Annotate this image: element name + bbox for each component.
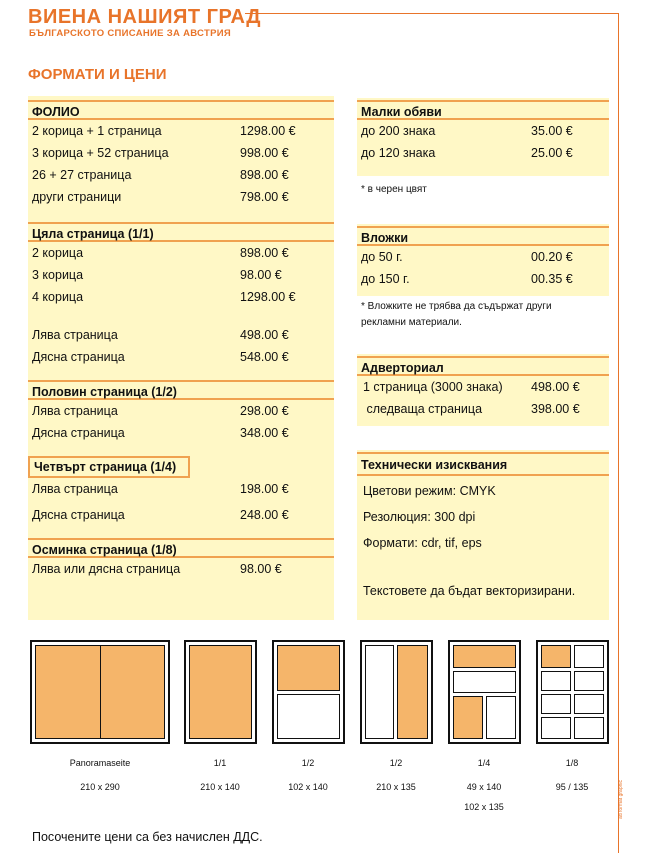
empty-area	[574, 671, 604, 691]
vat-footnote: Посочените цени са без начислен ДДС.	[32, 830, 263, 844]
format-size: 210 x 135	[376, 782, 416, 792]
row-price: 1298.00 €	[240, 290, 296, 304]
row-price: 98.00 €	[240, 562, 282, 576]
row-label: следваща страница	[363, 402, 483, 416]
row-price: 798.00 €	[240, 190, 289, 204]
magazine-title: ВИЕНА НАШИЯТ ГРАД	[28, 6, 261, 28]
row-price: 198.00 €	[240, 482, 289, 496]
ad-area	[397, 645, 428, 739]
empty-area	[277, 694, 340, 739]
advertorial-header: Адверториал	[357, 356, 609, 376]
format-size-alt: 102 x 135	[464, 802, 504, 812]
tech-line: Формати: cdr, tif, eps	[363, 536, 482, 550]
format-size: 210 x 140	[200, 782, 240, 792]
empty-area	[486, 696, 516, 739]
row-label: Дясна страница	[32, 508, 125, 522]
row-label: 4 корица	[32, 290, 84, 304]
row-price: 298.00 €	[240, 404, 289, 418]
format-name: 1/4	[477, 758, 491, 768]
empty-area	[541, 717, 571, 739]
row-price: 398.00 €	[531, 402, 580, 416]
row-label: 2 корица + 1 страница	[32, 124, 162, 138]
empty-area	[541, 694, 571, 714]
ad-area	[453, 696, 483, 739]
inserts-note-1: * Вложките не трябва да съдържат други	[361, 301, 552, 312]
row-label: Лява или дясна страница	[32, 562, 181, 576]
row-price: 548.00 €	[240, 350, 289, 364]
row-price: 00.20 €	[531, 250, 573, 264]
row-label: до 150 г.	[361, 272, 410, 286]
section-title: ФОРМАТИ И ЦЕНИ	[28, 66, 167, 83]
tech-line: Резолюция: 300 dpi	[363, 510, 476, 524]
row-price: 998.00 €	[240, 146, 289, 160]
eighth-page-header: Осминка страница (1/8)	[28, 538, 334, 558]
row-label: Лява страница	[32, 404, 118, 418]
row-price: 1298.00 €	[240, 124, 296, 138]
format-name: 1/2	[389, 758, 403, 768]
inserts-header: Вложки	[357, 226, 609, 246]
side-credit: ad format graphic	[618, 780, 624, 819]
row-label: 1 страница (3000 знака)	[363, 380, 503, 394]
row-label: до 200 знака	[361, 124, 436, 138]
row-label: 3 корица	[32, 268, 84, 282]
row-label: други страници	[32, 190, 122, 204]
format-diagram-full	[184, 640, 257, 744]
half-page-header: Половин страница (1/2)	[28, 380, 334, 400]
row-price: 248.00 €	[240, 508, 289, 522]
format-name: 1/1	[213, 758, 227, 768]
quarter-page-header: Четвърт страница (1/4)	[28, 456, 190, 478]
ad-area	[35, 645, 101, 739]
row-label: Лява страница	[32, 328, 118, 342]
row-price: 498.00 €	[531, 380, 580, 394]
format-size: 102 x 140	[288, 782, 328, 792]
format-diagram-half-vertical	[360, 640, 433, 744]
format-diagram-eighth	[536, 640, 609, 744]
ad-area	[277, 645, 340, 691]
row-label: 26 + 27 страница	[32, 168, 132, 182]
tech-line: Цветови режим: CMYK	[363, 484, 496, 498]
row-price: 35.00 €	[531, 124, 573, 138]
full-page-header: Цяла страница (1/1)	[28, 222, 334, 242]
format-diagram-half-horizontal	[272, 640, 345, 744]
row-price: 898.00 €	[240, 168, 289, 182]
row-label: 3 корица + 52 страница	[32, 146, 169, 160]
row-price: 00.35 €	[531, 272, 573, 286]
folio-header: ФОЛИО	[28, 100, 334, 120]
format-size: 210 x 290	[80, 782, 120, 792]
empty-area	[541, 671, 571, 691]
row-price: 498.00 €	[240, 328, 289, 342]
inserts-note-2: рекламни материали.	[361, 317, 462, 328]
empty-area	[365, 645, 394, 739]
small-ads-header: Малки обяви	[357, 100, 609, 120]
tech-header: Технически изисквания	[357, 452, 609, 476]
ad-area	[453, 645, 516, 668]
format-name: 1/8	[565, 758, 579, 768]
format-name: Panoramaseite	[69, 758, 131, 768]
magazine-subtitle: БЪЛГАРСКОТО СПИСАНИЕ ЗА АВСТРИЯ	[29, 28, 231, 39]
format-name: 1/2	[301, 758, 315, 768]
tech-line: Текстовете да бъдат векторизирани.	[363, 584, 576, 598]
empty-area	[453, 671, 516, 693]
empty-area	[574, 645, 604, 668]
small-ads-note: * в черен цвят	[361, 184, 427, 195]
row-label: Дясна страница	[32, 350, 125, 364]
row-price: 898.00 €	[240, 246, 289, 260]
row-label: до 120 знака	[361, 146, 436, 160]
format-diagram-quarter	[448, 640, 521, 744]
empty-area	[574, 717, 604, 739]
row-label: 2 корица	[32, 246, 84, 260]
row-price: 348.00 €	[240, 426, 289, 440]
row-label: Лява страница	[32, 482, 118, 496]
ad-area	[541, 645, 571, 668]
format-diagram-panorama	[30, 640, 170, 744]
row-price: 98.00 €	[240, 268, 282, 282]
format-size: 49 x 140	[466, 782, 502, 792]
ad-area	[100, 645, 165, 739]
row-label: Дясна страница	[32, 426, 125, 440]
row-price: 25.00 €	[531, 146, 573, 160]
empty-area	[574, 694, 604, 714]
row-label: до 50 г.	[361, 250, 403, 264]
format-size: 95 / 135	[555, 782, 589, 792]
ad-area	[189, 645, 252, 739]
